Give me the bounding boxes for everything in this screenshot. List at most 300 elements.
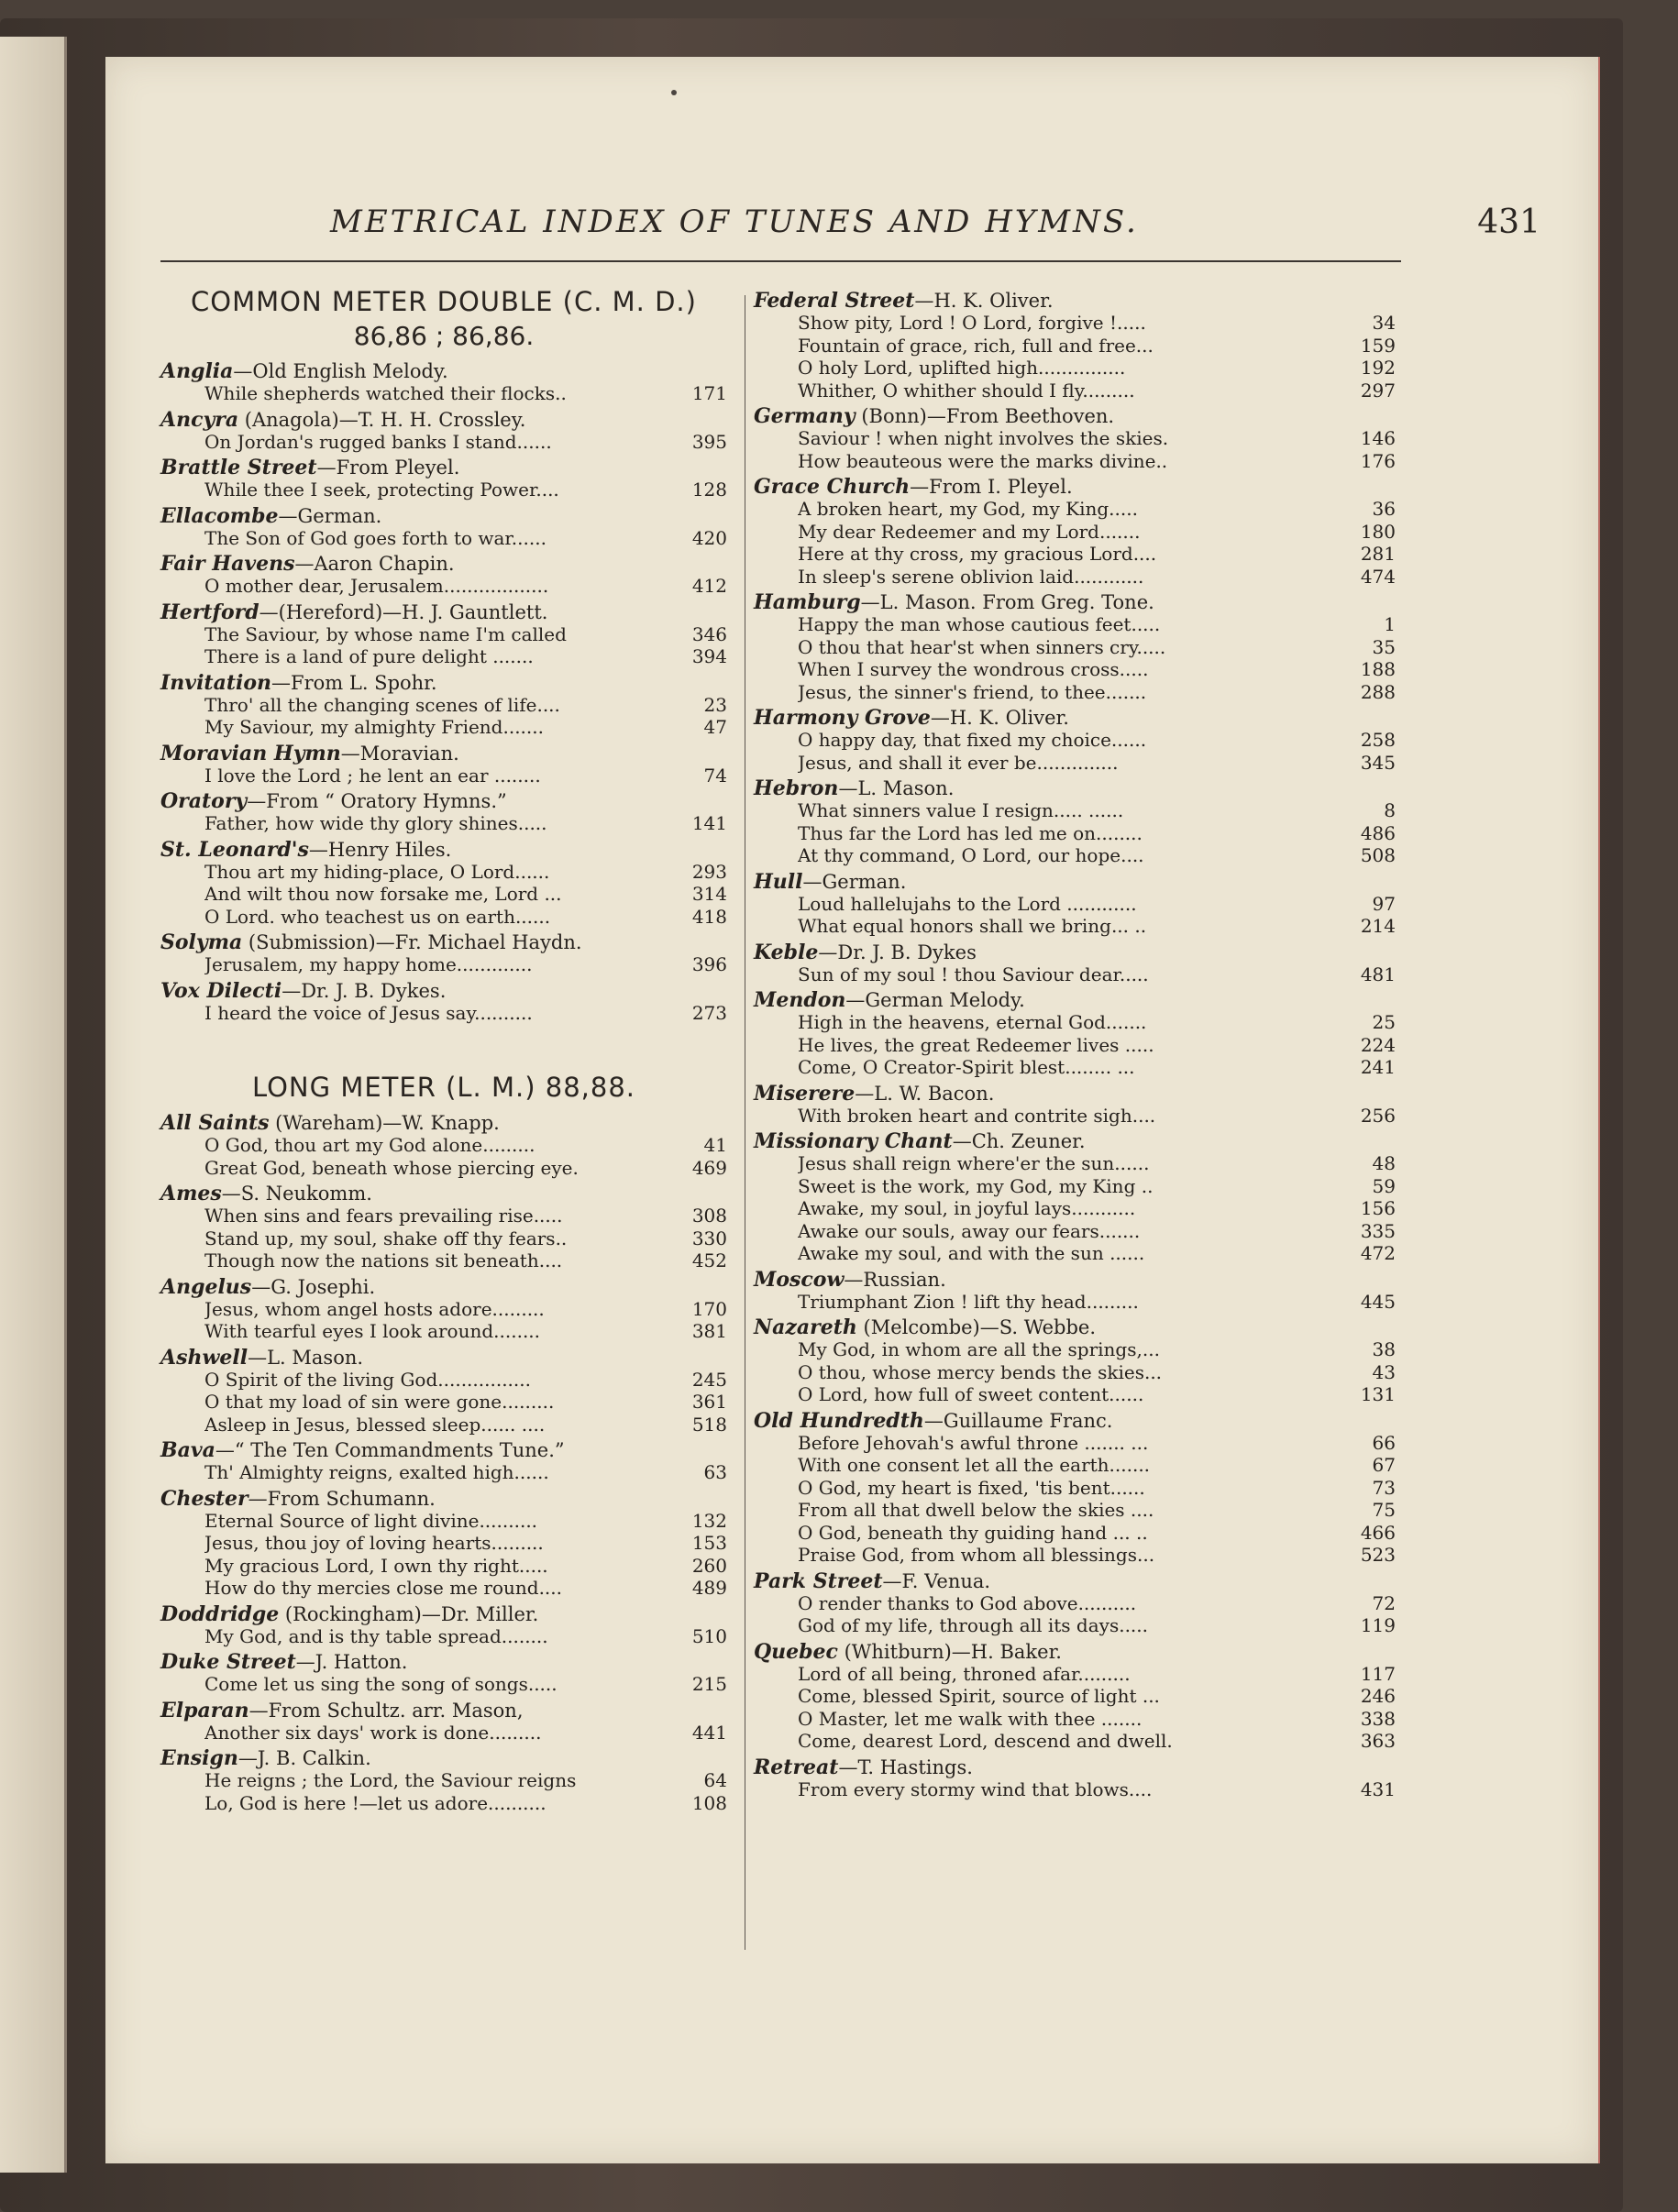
tune-entry [160,1700,727,1744]
hymn-first-line: With broken heart and contrite sigh.... [798,1104,1156,1127]
tune-entry [160,409,727,454]
hymn-number: 246 [1360,1685,1396,1707]
tune-heading [754,290,1396,312]
tune-name: Mendon [754,988,846,1012]
hymn-number: 117 [1360,1662,1396,1685]
tune-heading [754,591,1396,613]
hymn-number: 314 [691,883,727,905]
tune-credit: —G. Josephi. [251,1275,376,1298]
hymn-entry [160,1555,727,1578]
tune-heading [754,777,1396,799]
tune-name: Ashwell [160,1345,248,1370]
tune-entry [754,707,1396,774]
tune-heading [160,1439,727,1461]
hymn-first-line: How beauteous were the marks divine.. [798,449,1168,472]
hymn-entry [754,1011,1396,1034]
tune-credit: —Moravian. [340,742,459,765]
tune-heading [754,1269,1396,1291]
tune-name: Missionary Chant [754,1129,953,1153]
tune-name: Miserere [754,1081,856,1106]
tune-heading [160,360,727,382]
tune-credit: (Whitburn)—H. Baker. [837,1640,1062,1663]
hymn-first-line: With one consent let all the earth....... [798,1454,1151,1476]
tune-entry [160,553,727,598]
tune-entry [754,476,1396,588]
tune-name: Oratory [160,789,248,813]
tune-credit: —German Melody. [845,989,1025,1011]
hymn-first-line: What equal honors shall we bring... .. [798,915,1147,937]
tune-name: Keble [754,940,819,964]
hymn-entry [754,1454,1396,1477]
hymn-first-line: He reigns ; the Lord, the Saviour reigns [204,1769,577,1791]
tune-name: Hebron [754,776,839,800]
tune-credit: (Melcombe)—S. Webbe. [856,1316,1097,1338]
tune-name: Old Hundredth [754,1408,924,1433]
tune-heading [160,601,727,623]
tune-entry [160,1276,727,1343]
tune-name: Duke Street [160,1650,296,1674]
hymn-first-line: My God, and is thy table spread........ [204,1624,548,1647]
tune-heading [754,1083,1396,1105]
tune-heading [160,980,727,1002]
tune-credit: —From “ Oratory Hymns.” [247,790,507,812]
tune-credit: —L. W. Bacon. [855,1082,995,1105]
hymn-first-line: Thou art my hiding-place, O Lord...... [204,860,550,883]
tune-credit: (Wareham)—W. Knapp. [269,1112,500,1134]
hymn-number: 63 [703,1461,727,1483]
hymn-entry [160,716,727,739]
tune-heading [160,790,727,812]
hymn-first-line: I heard the voice of Jesus say.......... [204,1001,533,1024]
hymn-entry [160,431,727,454]
hymn-number: 146 [1360,427,1396,449]
hymn-entry [160,812,727,835]
hymn-entry [160,1722,727,1744]
tune-heading [160,931,727,953]
tune-credit: —S. Neukomm. [221,1183,372,1205]
hymn-number: 469 [691,1156,727,1179]
tune-heading [160,1603,727,1625]
hymn-first-line: Jesus, the sinner's friend, to thee....... [798,680,1147,703]
hymn-number: 308 [691,1205,727,1227]
tune-credit: —Dr. J. B. Dykes [818,941,977,963]
hymn-first-line: O render thanks to God above.......... [798,1591,1137,1614]
hymn-entry [160,479,727,501]
hymn-number: 214 [1360,915,1396,937]
hymn-first-line: A broken heart, my God, my King..... [798,498,1138,520]
hymn-first-line: Sun of my soul ! thou Saviour dear..... [798,963,1149,985]
tune-entry [160,1747,727,1814]
running-header: METRICAL INDEX OF TUNES AND HYMNS. [330,204,1139,240]
hymn-first-line: O that my load of sin were gone......... [204,1391,555,1413]
tune-heading [754,1130,1396,1152]
tune-entry [160,1112,727,1179]
hymn-first-line: Lo, God is here !—let us adore.......... [204,1791,546,1814]
tune-name: Angelus [160,1274,252,1299]
tune-entry [160,457,727,501]
hymn-first-line: At thy command, O Lord, our hope.... [798,844,1144,866]
tune-credit: (Bonn)—From Beethoven. [855,405,1115,427]
tune-credit: —Ch. Zeuner. [952,1130,1086,1152]
tune-entry [754,290,1396,402]
hymn-number: 338 [1360,1707,1396,1730]
hymn-first-line: Happy the man whose cautious feet..... [798,613,1161,635]
tune-entry [754,591,1396,703]
hymn-number: 73 [1372,1476,1396,1499]
hymn-number: 481 [1360,963,1396,985]
hymn-first-line: O thou, whose mercy bends the skies... [798,1360,1163,1383]
tune-entry [160,839,727,929]
tune-entry [160,1488,727,1600]
hymn-number: 43 [1372,1360,1396,1383]
hymn-number: 192 [1360,357,1396,379]
tune-heading [754,1641,1396,1663]
hymn-first-line: O thou that hear'st when sinners cry..... [798,635,1166,658]
tune-heading [754,871,1396,893]
hymn-entry [754,312,1396,335]
hymn-entry [754,450,1396,473]
hymn-number: 47 [703,716,727,738]
hymn-number: 108 [691,1791,727,1814]
hymn-entry [754,1338,1396,1361]
tune-entry [160,931,727,976]
hymn-number: 36 [1372,498,1396,520]
hymn-entry [754,963,1396,986]
tune-entry [754,989,1396,1079]
hymn-entry [754,1361,1396,1384]
hymn-number: 59 [1372,1174,1396,1197]
hymn-entry [754,1291,1396,1314]
hymn-entry [754,636,1396,659]
hymn-entry [754,799,1396,822]
tune-name: Brattle Street [160,456,317,479]
tune-name: Bava [160,1438,215,1462]
tune-entry [754,1641,1396,1753]
hymn-first-line: Father, how wide thy glory shines..... [204,812,547,834]
hymn-entry [754,681,1396,704]
tune-credit: —Aaron Chapin. [294,553,455,575]
hymn-first-line: Stand up, my soul, shake off thy fears.. [204,1227,568,1249]
tune-credit: —L. Mason. From Greg. Tone. [860,591,1154,613]
tune-name: Solyma [160,930,243,954]
hymn-entry [160,623,727,646]
tune-credit: —German. [278,504,382,527]
hymn-entry [160,575,727,598]
hymn-first-line: Come, dearest Lord, descend and dwell. [798,1730,1173,1752]
hymn-entry [754,427,1396,450]
hymn-entry [160,1369,727,1392]
hymn-number: 381 [691,1320,727,1342]
hymn-number: 245 [691,1368,727,1391]
hymn-first-line: My God, in whom are all the springs,... [798,1338,1160,1360]
tune-name: Moscow [754,1267,845,1292]
hymn-first-line: O God, my heart is fixed, 'tis bent...... [798,1476,1145,1499]
tune-credit: —J. Hatton. [295,1651,408,1673]
hymn-entry [754,1175,1396,1198]
hymn-number: 330 [691,1227,727,1249]
tune-name: Vox Dilecti [160,978,282,1003]
hymn-number: 431 [1360,1777,1396,1800]
tune-entry [754,1316,1396,1406]
hymn-entry [754,1522,1396,1545]
hymn-number: 38 [1372,1338,1396,1360]
tune-heading [160,1347,727,1369]
tune-name: Ensign [160,1746,238,1770]
hymn-entry [160,1134,727,1157]
hymn-first-line: Jesus, thou joy of loving hearts......... [204,1532,544,1554]
hymn-entry [160,1249,727,1272]
hymn-number: 418 [691,905,727,928]
hymn-first-line: O Master, let me walk with thee ....... [798,1707,1143,1730]
tune-heading [160,672,727,694]
tune-name: St. Leonard's [160,837,309,862]
tune-name: Germany [754,404,856,428]
hymn-number: 48 [1372,1152,1396,1174]
tune-entry [754,1410,1396,1567]
tune-entry [160,1651,727,1696]
tune-entry [160,1347,727,1436]
tune-credit: —J. B. Calkin. [237,1747,371,1769]
hymn-first-line: The Son of God goes forth to war...... [204,526,546,549]
hymn-entry [754,729,1396,752]
hymn-first-line: O mother dear, Jerusalem.................. [204,575,549,597]
tune-entry [754,871,1396,938]
hymn-number: 466 [1360,1521,1396,1544]
hymn-first-line: While shepherds watched their flocks.. [204,382,567,404]
hymn-first-line: On Jordan's rugged banks I stand...... [204,430,552,453]
hymn-entry [160,1673,727,1696]
tune-credit: —H. K. Oliver. [914,290,1054,312]
hymn-number: 72 [1372,1591,1396,1614]
hymn-first-line: Before Jehovah's awful throne ....... ... [798,1431,1149,1454]
tune-entry [160,1603,727,1648]
hymn-number: 128 [691,479,727,501]
hymn-entry [160,765,727,787]
tune-entry [754,405,1396,472]
hymn-first-line: Awake our souls, away our fears....... [798,1219,1141,1242]
hymn-first-line: Whither, O whither should I fly......... [798,379,1135,402]
hymn-number: 224 [1360,1033,1396,1056]
hymn-number: 335 [1360,1219,1396,1242]
tune-heading [754,476,1396,498]
hymn-number: 132 [691,1509,727,1532]
tune-entry [754,941,1396,986]
tune-heading [160,1488,727,1510]
hymn-entry [754,335,1396,358]
hymn-entry [160,1157,727,1180]
tune-credit: (Rockingham)—Dr. Miller. [279,1602,539,1625]
tune-entry [160,980,727,1025]
hymn-first-line: Here at thy cross, my gracious Lord.... [798,543,1157,565]
hymn-first-line: Though now the nations sit beneath.... [204,1249,563,1271]
tune-credit: (Submission)—Fr. Michael Haydn. [242,931,582,953]
hymn-first-line: How do thy mercies close me round.... [204,1577,562,1599]
section-spacer [160,1024,727,1072]
hymn-first-line: O Lord. who teachest us on earth...... [204,905,551,928]
hymn-entry [754,1056,1396,1079]
left-column [160,286,727,1814]
hymn-entry [160,1205,727,1227]
hymn-first-line: There is a land of pure delight ....... [204,645,534,667]
hymn-entry [754,543,1396,566]
tune-credit: —Guillaume Franc. [923,1409,1113,1432]
hymn-number: 1 [1384,613,1396,635]
hymn-entry [160,1769,727,1792]
hymn-first-line: O Spirit of the living God................ [204,1368,531,1391]
hymn-entry [160,953,727,976]
hymn-entry [754,893,1396,916]
tune-heading [160,1651,727,1673]
tune-name: Quebec [754,1639,838,1664]
section-title: LONG METER (L. M.) 88,88. [251,1072,635,1103]
hymn-first-line: O God, beneath thy guiding hand ... .. [798,1521,1148,1544]
hymn-entry [160,527,727,550]
hymn-number: 119 [1360,1614,1396,1636]
hymn-entry [160,883,727,906]
tune-name: Retreat [754,1755,839,1779]
tune-entry [160,743,727,787]
hymn-number: 273 [691,1001,727,1024]
hymn-entry [754,1105,1396,1128]
hymn-entry [754,1477,1396,1500]
tune-name: Ancyra [160,407,239,432]
hymn-first-line: Sweet is the work, my God, my King .. [798,1174,1154,1197]
hymn-entry [160,1320,727,1343]
hymn-number: 508 [1360,844,1396,866]
tune-heading [754,707,1396,729]
hymn-entry [754,1034,1396,1057]
hymn-number: 452 [691,1249,727,1271]
hymn-number: 8 [1384,799,1396,821]
hymn-number: 241 [1360,1056,1396,1078]
hymn-entry [754,1220,1396,1243]
hymn-entry [160,694,727,717]
tune-name: Elparan [160,1698,249,1722]
tune-entry [754,1130,1396,1265]
right-column [754,286,1396,1800]
hymn-number: 510 [691,1624,727,1647]
tune-name: Ames [160,1182,222,1205]
hymn-first-line: Jesus shall reign where'er the sun...... [798,1152,1150,1174]
hymn-number: 180 [1360,520,1396,543]
tune-entry [160,672,727,739]
hymn-number: 35 [1372,635,1396,658]
hymn-number: 395 [691,430,727,453]
hymn-entry [754,844,1396,867]
hymn-number: 23 [703,693,727,716]
tune-entry [160,790,727,835]
hymn-entry [754,613,1396,636]
hymn-number: 97 [1372,892,1396,915]
tune-credit: —Dr. J. B. Dykes. [282,979,447,1002]
tune-credit: —H. K. Oliver. [930,707,1069,729]
hymn-entry [160,1002,727,1025]
hymn-first-line: Praise God, from whom all blessings... [798,1544,1155,1566]
hymn-first-line: My Saviour, my almighty Friend....... [204,716,544,738]
hymn-entry [160,1577,727,1600]
tune-entry [754,1756,1396,1801]
tune-name: Anglia [160,359,234,383]
hymn-entry [754,822,1396,845]
tune-heading [160,553,727,575]
hymn-entry [754,498,1396,521]
tune-name: Nazareth [754,1315,857,1339]
hymn-number: 523 [1360,1544,1396,1566]
tune-name: Hull [754,869,803,894]
tune-heading [160,743,727,765]
hymn-number: 176 [1360,449,1396,472]
hymn-entry [754,1152,1396,1175]
tune-credit: —From Pleyel. [316,457,460,479]
hymn-first-line: Lord of all being, throned afar......... [798,1662,1131,1685]
tune-name: Doddridge [160,1601,280,1626]
hymn-first-line: Th' Almighty reigns, exalted high...... [204,1461,549,1483]
hymn-first-line: Come, O Creator-Spirit blest........ ... [798,1056,1135,1078]
hymn-entry [160,1792,727,1815]
hymn-first-line: Saviour ! when night involves the skies. [798,427,1169,449]
hymn-number: 363 [1360,1730,1396,1752]
hymn-entry [754,1730,1396,1753]
hymn-first-line: Come, blessed Spirit, source of light ... [798,1685,1160,1707]
tune-heading [754,405,1396,427]
hymn-entry [160,906,727,929]
hymn-entry [754,380,1396,402]
hymn-entry [754,658,1396,681]
section-title: COMMON METER DOUBLE (C. M. D.) [191,286,697,317]
hymn-entry [754,1383,1396,1406]
hymn-number: 66 [1372,1431,1396,1454]
hymn-first-line: O God, thou art my God alone......... [204,1134,535,1156]
hymn-entry [160,382,727,405]
hymn-first-line: My dear Redeemer and my Lord....... [798,520,1141,543]
hymn-entry [160,1532,727,1555]
hymn-entry [754,1685,1396,1708]
page-number: 431 [1477,204,1540,241]
hymn-first-line: In sleep's serene oblivion laid............ [798,565,1144,588]
tune-entry [160,360,727,405]
hymn-entry [160,1391,727,1414]
tune-credit: —F. Venua. [882,1569,991,1592]
hymn-entry [754,566,1396,589]
hymn-number: 293 [691,860,727,883]
hymn-entry [754,1778,1396,1801]
tune-credit: —T. Hastings. [838,1755,973,1778]
tune-entry [160,601,727,668]
hymn-number: 67 [1372,1454,1396,1476]
hymn-first-line: He lives, the great Redeemer lives ..... [798,1033,1154,1056]
tune-credit: —Russian. [844,1268,946,1291]
hymn-first-line: Jerusalem, my happy home............. [204,953,533,975]
tune-credit: —From L. Spohr. [271,671,437,694]
hymn-first-line: With tearful eyes I look around........ [204,1320,541,1342]
hymn-number: 159 [1360,334,1396,357]
tune-heading [754,1756,1396,1778]
hymn-number: 281 [1360,543,1396,565]
hymn-number: 297 [1360,379,1396,402]
previous-page-edge [0,37,67,2173]
tune-heading [754,1316,1396,1338]
hymn-first-line: What sinners value I resign..... ...... [798,799,1124,821]
hymn-number: 170 [691,1297,727,1320]
hymn-entry [754,915,1396,938]
hymn-entry [754,1614,1396,1637]
hymn-entry [160,861,727,884]
hymn-entry [754,1499,1396,1522]
hymn-first-line: Awake, my soul, in joyful lays........... [798,1197,1136,1219]
hymn-number: 518 [691,1413,727,1436]
tune-heading [754,1570,1396,1592]
hymn-entry [160,1461,727,1484]
